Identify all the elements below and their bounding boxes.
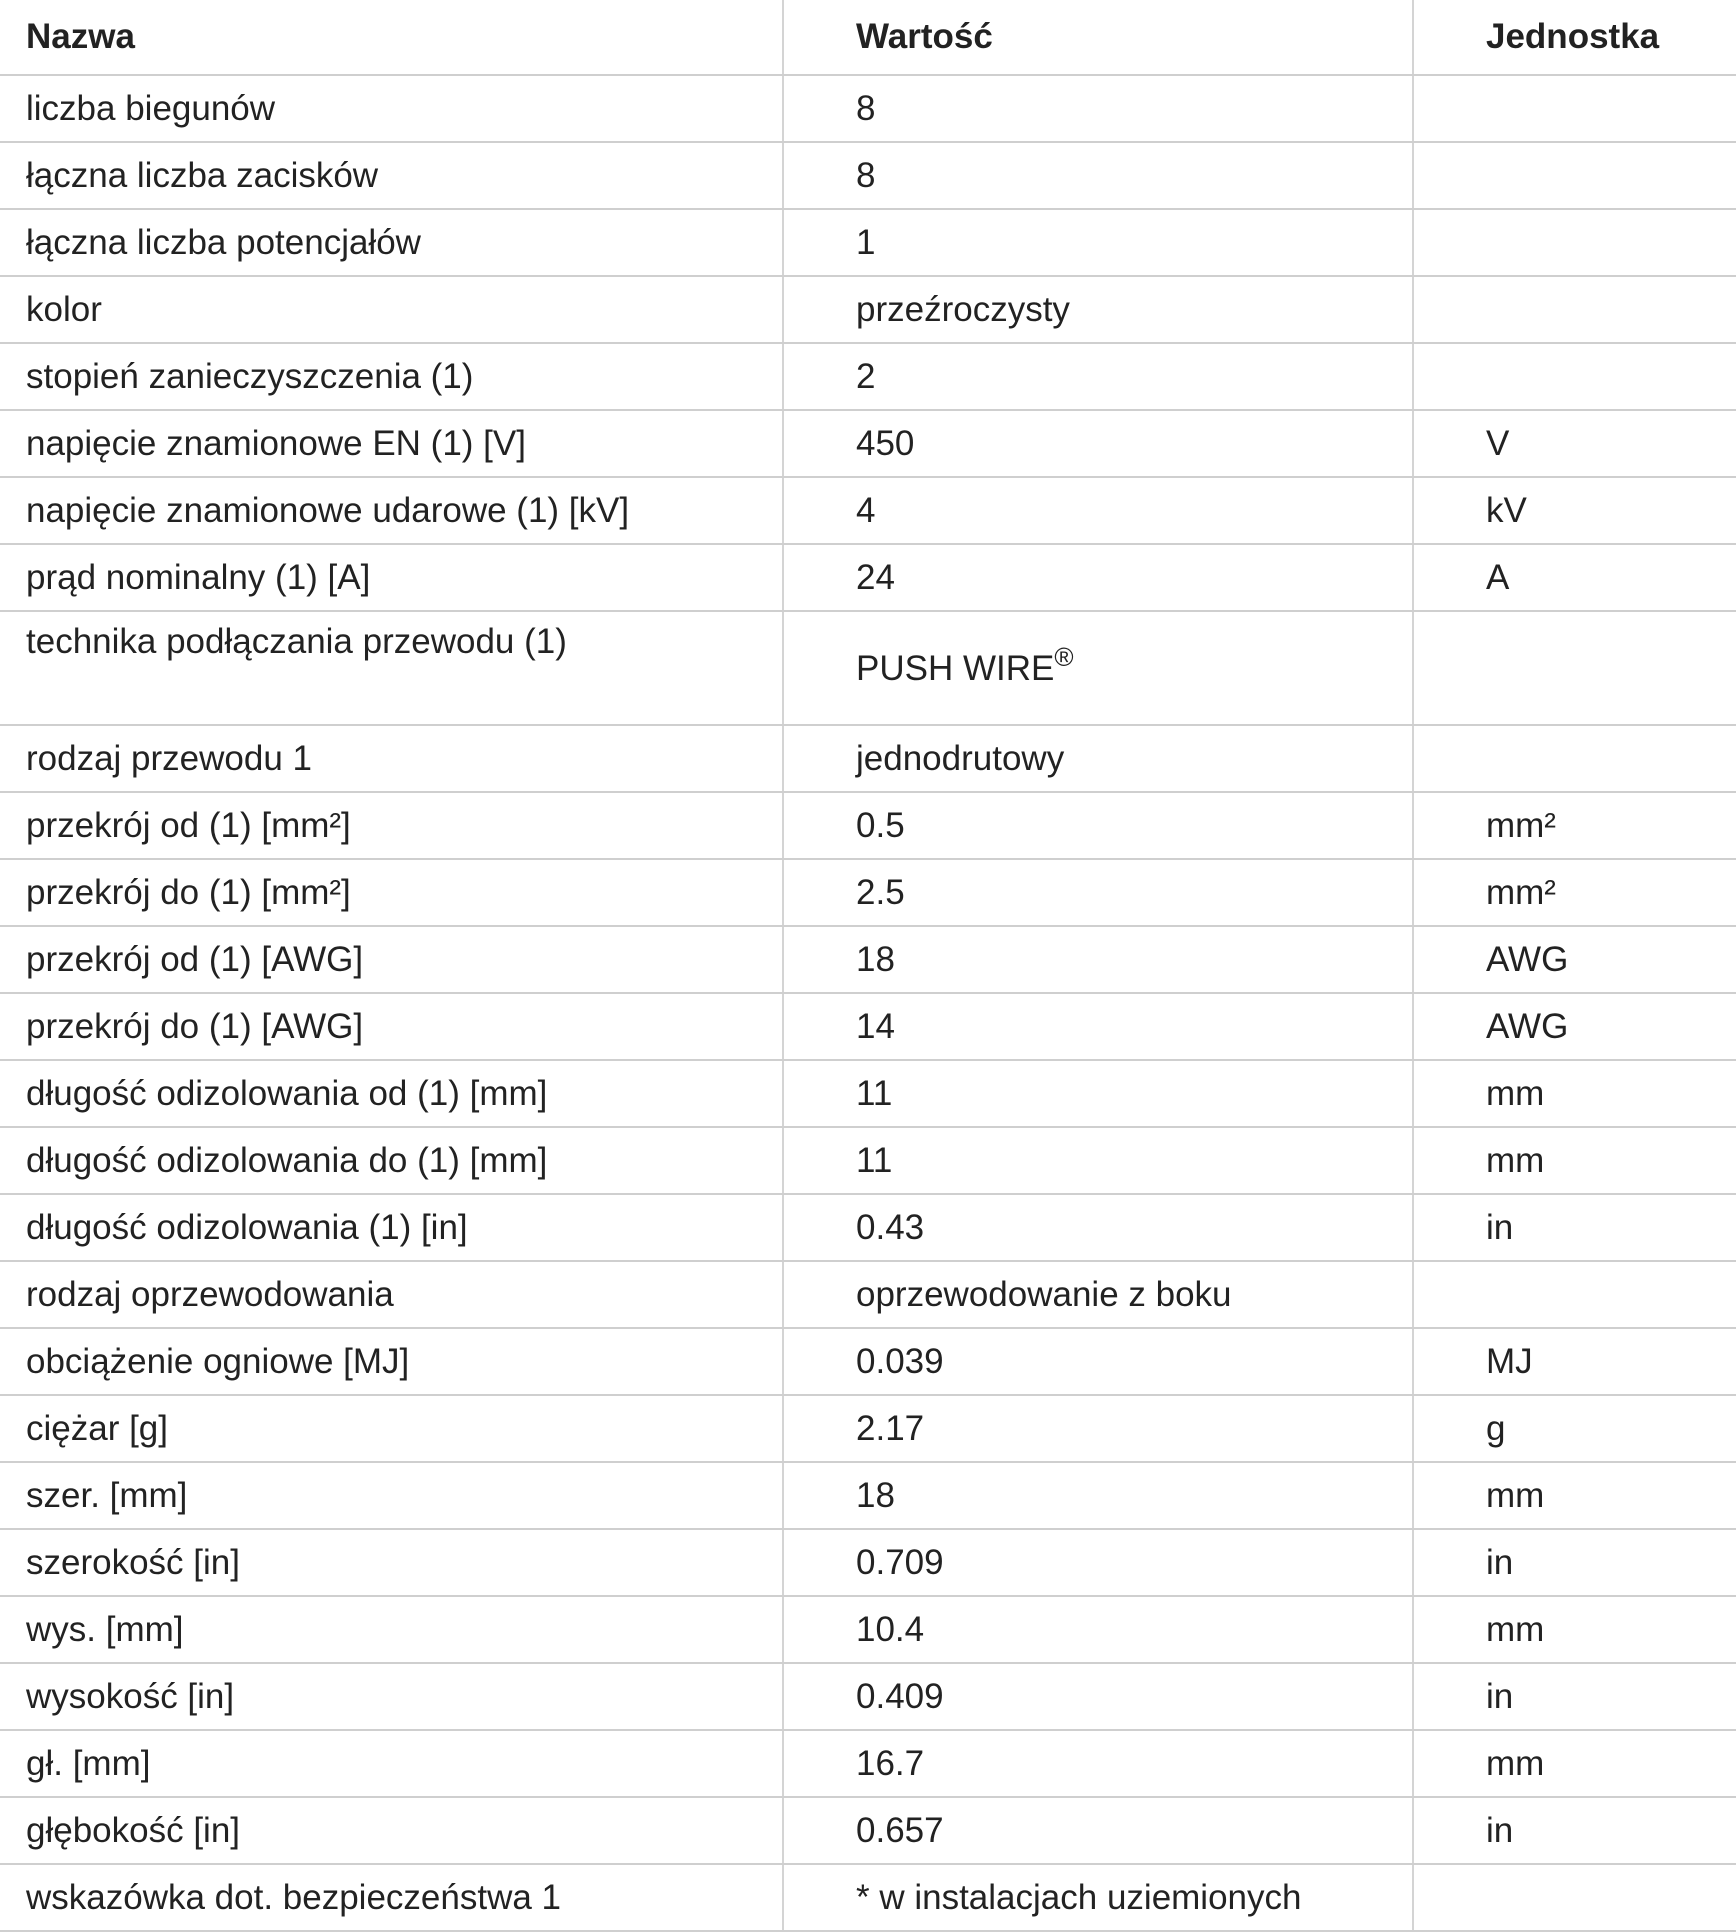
table-row bbox=[0, 1127, 1736, 1194]
table-row bbox=[0, 276, 1736, 343]
row-unit: in bbox=[1413, 1529, 1736, 1596]
row-unit bbox=[1413, 611, 1736, 725]
row-value: 4 bbox=[783, 477, 1413, 544]
row-name: stopień zanieczyszczenia (1) bbox=[0, 343, 783, 410]
row-value: 18 bbox=[783, 1462, 1413, 1529]
row-name: gł. [mm] bbox=[0, 1730, 783, 1797]
row-unit: mm² bbox=[1413, 859, 1736, 926]
table-body bbox=[0, 75, 1736, 1931]
row-value: 450 bbox=[783, 410, 1413, 477]
table-row bbox=[0, 75, 1736, 142]
row-name: wys. [mm] bbox=[0, 1596, 783, 1663]
row-value: 18 bbox=[783, 926, 1413, 993]
table-row bbox=[0, 1395, 1736, 1462]
row-value: jednodrutowy bbox=[783, 725, 1413, 792]
row-unit bbox=[1413, 1261, 1736, 1328]
row-unit bbox=[1413, 725, 1736, 792]
row-value: przeźroczysty bbox=[783, 276, 1413, 343]
table-row bbox=[0, 1663, 1736, 1730]
header-row bbox=[0, 0, 1736, 75]
table-row bbox=[0, 544, 1736, 611]
row-value: 0.5 bbox=[783, 792, 1413, 859]
row-name: głębokość [in] bbox=[0, 1797, 783, 1864]
table-row bbox=[0, 725, 1736, 792]
row-value: 0.657 bbox=[783, 1797, 1413, 1864]
row-value: 2.17 bbox=[783, 1395, 1413, 1462]
row-unit: AWG bbox=[1413, 926, 1736, 993]
row-unit bbox=[1413, 276, 1736, 343]
table-row bbox=[0, 792, 1736, 859]
row-name: przekrój od (1) [mm²] bbox=[0, 792, 783, 859]
row-value: 1 bbox=[783, 209, 1413, 276]
row-name: szerokość [in] bbox=[0, 1529, 783, 1596]
table-row bbox=[0, 343, 1736, 410]
row-value: 2.5 bbox=[783, 859, 1413, 926]
row-value: 8 bbox=[783, 75, 1413, 142]
row-value: 0.039 bbox=[783, 1328, 1413, 1395]
row-name: przekrój do (1) [mm²] bbox=[0, 859, 783, 926]
row-unit: mm² bbox=[1413, 792, 1736, 859]
table-row bbox=[0, 926, 1736, 993]
row-name: wysokość [in] bbox=[0, 1663, 783, 1730]
row-value: 0.43 bbox=[783, 1194, 1413, 1261]
row-value: 16.7 bbox=[783, 1730, 1413, 1797]
row-name: kolor bbox=[0, 276, 783, 343]
row-name: ciężar [g] bbox=[0, 1395, 783, 1462]
row-name: łączna liczba potencjałów bbox=[0, 209, 783, 276]
row-value: 14 bbox=[783, 993, 1413, 1060]
row-value: 0.409 bbox=[783, 1663, 1413, 1730]
row-value: 2 bbox=[783, 343, 1413, 410]
column-header-value: Wartość bbox=[783, 0, 1413, 75]
table-header bbox=[0, 0, 1736, 75]
table-row bbox=[0, 1529, 1736, 1596]
row-name: rodzaj przewodu 1 bbox=[0, 725, 783, 792]
table-row bbox=[0, 859, 1736, 926]
table-row bbox=[0, 611, 1736, 725]
table-row bbox=[0, 1864, 1736, 1931]
row-value: 8 bbox=[783, 142, 1413, 209]
row-unit bbox=[1413, 343, 1736, 410]
registered-trademark-symbol: ® bbox=[1054, 642, 1074, 672]
row-name: długość odizolowania od (1) [mm] bbox=[0, 1060, 783, 1127]
row-name: wskazówka dot. bezpieczeństwa 1 bbox=[0, 1864, 783, 1931]
row-unit bbox=[1413, 75, 1736, 142]
row-unit bbox=[1413, 1864, 1736, 1931]
table-row bbox=[0, 1462, 1736, 1529]
row-value: oprzewodowanie z boku bbox=[783, 1261, 1413, 1328]
row-unit: mm bbox=[1413, 1730, 1736, 1797]
row-name: technika podłączania przewodu (1) bbox=[0, 611, 783, 725]
row-unit: in bbox=[1413, 1663, 1736, 1730]
row-unit: in bbox=[1413, 1194, 1736, 1261]
row-name: szer. [mm] bbox=[0, 1462, 783, 1529]
row-value: 10.4 bbox=[783, 1596, 1413, 1663]
row-unit: kV bbox=[1413, 477, 1736, 544]
table-row bbox=[0, 209, 1736, 276]
row-value: 0.709 bbox=[783, 1529, 1413, 1596]
column-header-unit: Jednostka bbox=[1413, 0, 1736, 75]
row-name: prąd nominalny (1) [A] bbox=[0, 544, 783, 611]
row-name: długość odizolowania (1) [in] bbox=[0, 1194, 783, 1261]
row-unit: V bbox=[1413, 410, 1736, 477]
table-row bbox=[0, 1730, 1736, 1797]
row-name: przekrój od (1) [AWG] bbox=[0, 926, 783, 993]
table-row bbox=[0, 477, 1736, 544]
row-name: napięcie znamionowe EN (1) [V] bbox=[0, 410, 783, 477]
table-row bbox=[0, 1060, 1736, 1127]
table-row bbox=[0, 1328, 1736, 1395]
row-value-cell bbox=[783, 611, 1413, 725]
row-value: 11 bbox=[783, 1127, 1413, 1194]
row-name: długość odizolowania do (1) [mm] bbox=[0, 1127, 783, 1194]
row-value: PUSH WIRE bbox=[856, 649, 1055, 688]
table-row bbox=[0, 1194, 1736, 1261]
row-unit bbox=[1413, 209, 1736, 276]
row-value: 24 bbox=[783, 544, 1413, 611]
row-unit: mm bbox=[1413, 1127, 1736, 1194]
table-row bbox=[0, 142, 1736, 209]
table-row bbox=[0, 1797, 1736, 1864]
row-unit: mm bbox=[1413, 1596, 1736, 1663]
table-row bbox=[0, 993, 1736, 1060]
row-name: napięcie znamionowe udarowe (1) [kV] bbox=[0, 477, 783, 544]
row-unit: in bbox=[1413, 1797, 1736, 1864]
row-unit: A bbox=[1413, 544, 1736, 611]
row-unit: AWG bbox=[1413, 993, 1736, 1060]
row-name: liczba biegunów bbox=[0, 75, 783, 142]
row-name: obciążenie ogniowe [MJ] bbox=[0, 1328, 783, 1395]
row-value: 11 bbox=[783, 1060, 1413, 1127]
row-unit: MJ bbox=[1413, 1328, 1736, 1395]
row-unit bbox=[1413, 142, 1736, 209]
table-row bbox=[0, 1596, 1736, 1663]
row-unit: mm bbox=[1413, 1060, 1736, 1127]
row-name: rodzaj oprzewodowania bbox=[0, 1261, 783, 1328]
column-header-name: Nazwa bbox=[0, 0, 783, 75]
row-value: * w instalacjach uziemionych bbox=[783, 1864, 1413, 1931]
row-unit: mm bbox=[1413, 1462, 1736, 1529]
table-row bbox=[0, 410, 1736, 477]
row-name: przekrój do (1) [AWG] bbox=[0, 993, 783, 1060]
table-row bbox=[0, 1261, 1736, 1328]
row-name: łączna liczba zacisków bbox=[0, 142, 783, 209]
row-unit: g bbox=[1413, 1395, 1736, 1462]
